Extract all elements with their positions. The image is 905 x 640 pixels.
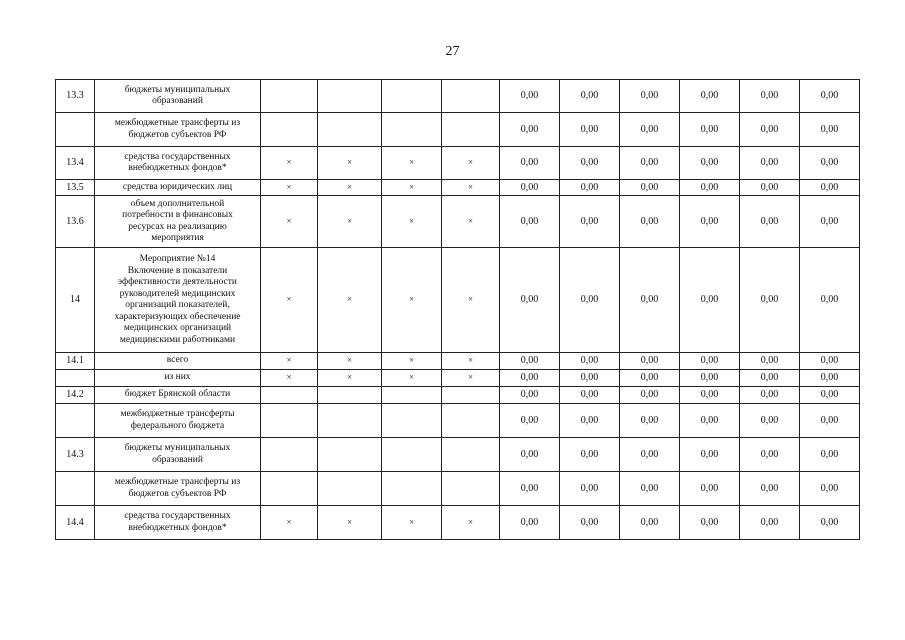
mark-cell: × xyxy=(318,506,382,540)
value-cell: 0,00 xyxy=(500,370,560,387)
mark-cell: × xyxy=(261,370,318,387)
mark-cell: × xyxy=(442,506,500,540)
mark-cell: × xyxy=(261,196,318,248)
mark-cell: × xyxy=(442,370,500,387)
mark-cell xyxy=(261,80,318,113)
row-name: бюджеты муниципальных образований xyxy=(95,438,261,472)
mark-cell: × xyxy=(261,248,318,353)
mark-cell xyxy=(442,472,500,506)
value-cell: 0,00 xyxy=(500,80,560,113)
row-number: 13.6 xyxy=(56,196,95,248)
value-cell: 0,00 xyxy=(740,438,800,472)
value-cell: 0,00 xyxy=(620,80,680,113)
row-number: 14.1 xyxy=(56,353,95,370)
row-name: средства государственных внебюджетных фондов* xyxy=(95,506,261,540)
value-cell: 0,00 xyxy=(800,196,860,248)
value-cell: 0,00 xyxy=(500,353,560,370)
value-cell: 0,00 xyxy=(500,196,560,248)
mark-cell xyxy=(382,438,442,472)
mark-cell: × xyxy=(318,353,382,370)
mark-cell: × xyxy=(382,506,442,540)
value-cell: 0,00 xyxy=(740,147,800,180)
mark-cell xyxy=(382,387,442,404)
value-cell: 0,00 xyxy=(620,404,680,438)
mark-cell: × xyxy=(318,196,382,248)
value-cell: 0,00 xyxy=(680,248,740,353)
mark-cell xyxy=(382,404,442,438)
mark-cell: × xyxy=(318,370,382,387)
value-cell: 0,00 xyxy=(620,370,680,387)
value-cell: 0,00 xyxy=(500,387,560,404)
value-cell: 0,00 xyxy=(680,147,740,180)
value-cell: 0,00 xyxy=(800,353,860,370)
mark-cell xyxy=(261,438,318,472)
row-name: бюджет Брянской области xyxy=(95,387,261,404)
mark-cell xyxy=(442,438,500,472)
row-name: Мероприятие №14 Включение в показатели эффективности деятельности руководителей медицинских организаций показателей, характеризующих обеспечение медицинских организаций медицинскими работниками xyxy=(95,248,261,353)
mark-cell xyxy=(442,80,500,113)
value-cell: 0,00 xyxy=(680,80,740,113)
value-cell: 0,00 xyxy=(740,353,800,370)
row-number: 14.2 xyxy=(56,387,95,404)
value-cell: 0,00 xyxy=(800,506,860,540)
value-cell: 0,00 xyxy=(620,387,680,404)
value-cell: 0,00 xyxy=(560,196,620,248)
mark-cell: × xyxy=(382,248,442,353)
mark-cell xyxy=(318,113,382,147)
value-cell: 0,00 xyxy=(500,438,560,472)
value-cell: 0,00 xyxy=(560,387,620,404)
row-number xyxy=(56,472,95,506)
row-number: 13.3 xyxy=(56,80,95,113)
value-cell: 0,00 xyxy=(800,80,860,113)
value-cell: 0,00 xyxy=(500,472,560,506)
value-cell: 0,00 xyxy=(740,196,800,248)
row-name: бюджеты муниципальных образований xyxy=(95,80,261,113)
value-cell: 0,00 xyxy=(800,404,860,438)
mark-cell: × xyxy=(442,147,500,180)
mark-cell: × xyxy=(382,196,442,248)
value-cell: 0,00 xyxy=(560,113,620,147)
value-cell: 0,00 xyxy=(680,387,740,404)
value-cell: 0,00 xyxy=(620,353,680,370)
mark-cell: × xyxy=(382,353,442,370)
mark-cell: × xyxy=(442,196,500,248)
row-number: 14 xyxy=(56,248,95,353)
table-row xyxy=(56,196,860,248)
value-cell: 0,00 xyxy=(620,248,680,353)
value-cell: 0,00 xyxy=(680,472,740,506)
row-name: из них xyxy=(95,370,261,387)
table-row xyxy=(56,248,860,353)
mark-cell xyxy=(318,387,382,404)
value-cell: 0,00 xyxy=(560,353,620,370)
mark-cell: × xyxy=(318,248,382,353)
row-name: межбюджетные трансферты из бюджетов субъектов РФ xyxy=(95,472,261,506)
value-cell: 0,00 xyxy=(740,80,800,113)
value-cell: 0,00 xyxy=(680,353,740,370)
mark-cell: × xyxy=(382,180,442,196)
mark-cell xyxy=(318,80,382,113)
value-cell: 0,00 xyxy=(560,370,620,387)
mark-cell xyxy=(382,472,442,506)
value-cell: 0,00 xyxy=(560,80,620,113)
row-number: 13.5 xyxy=(56,180,95,196)
mark-cell: × xyxy=(318,147,382,180)
row-name: объем дополнительной потребности в финансовых ресурсах на реализацию мероприятия xyxy=(95,196,261,248)
row-name: всего xyxy=(95,353,261,370)
value-cell: 0,00 xyxy=(560,438,620,472)
mark-cell xyxy=(382,113,442,147)
mark-cell xyxy=(261,113,318,147)
value-cell: 0,00 xyxy=(740,404,800,438)
mark-cell: × xyxy=(261,353,318,370)
mark-cell: × xyxy=(442,180,500,196)
value-cell: 0,00 xyxy=(800,180,860,196)
mark-cell xyxy=(261,387,318,404)
table-row xyxy=(56,370,860,387)
value-cell: 0,00 xyxy=(740,506,800,540)
budget-table xyxy=(55,79,860,540)
row-name: межбюджетные трансферты из бюджетов субъектов РФ xyxy=(95,113,261,147)
value-cell: 0,00 xyxy=(620,472,680,506)
mark-cell xyxy=(318,472,382,506)
value-cell: 0,00 xyxy=(740,113,800,147)
table-row xyxy=(56,180,860,196)
value-cell: 0,00 xyxy=(500,506,560,540)
row-name: средства юридических лиц xyxy=(95,180,261,196)
value-cell: 0,00 xyxy=(620,147,680,180)
value-cell: 0,00 xyxy=(800,248,860,353)
mark-cell: × xyxy=(318,180,382,196)
table-row xyxy=(56,353,860,370)
row-name: межбюджетные трансферты федерального бюджета xyxy=(95,404,261,438)
value-cell: 0,00 xyxy=(560,147,620,180)
value-cell: 0,00 xyxy=(680,180,740,196)
mark-cell xyxy=(442,113,500,147)
mark-cell xyxy=(382,80,442,113)
value-cell: 0,00 xyxy=(680,370,740,387)
value-cell: 0,00 xyxy=(740,180,800,196)
value-cell: 0,00 xyxy=(620,506,680,540)
table-row xyxy=(56,113,860,147)
value-cell: 0,00 xyxy=(680,506,740,540)
table-row xyxy=(56,438,860,472)
value-cell: 0,00 xyxy=(500,147,560,180)
value-cell: 0,00 xyxy=(560,506,620,540)
row-name: средства государственных внебюджетных фондов* xyxy=(95,147,261,180)
page-number: 27 xyxy=(445,44,460,59)
value-cell: 0,00 xyxy=(740,370,800,387)
value-cell: 0,00 xyxy=(500,180,560,196)
value-cell: 0,00 xyxy=(740,472,800,506)
value-cell: 0,00 xyxy=(800,387,860,404)
mark-cell: × xyxy=(442,353,500,370)
mark-cell xyxy=(442,387,500,404)
mark-cell xyxy=(261,472,318,506)
value-cell: 0,00 xyxy=(560,472,620,506)
table-row xyxy=(56,387,860,404)
table-row xyxy=(56,404,860,438)
row-number xyxy=(56,404,95,438)
value-cell: 0,00 xyxy=(560,180,620,196)
value-cell: 0,00 xyxy=(680,196,740,248)
value-cell: 0,00 xyxy=(560,404,620,438)
value-cell: 0,00 xyxy=(620,438,680,472)
table-row xyxy=(56,80,860,113)
value-cell: 0,00 xyxy=(800,113,860,147)
value-cell: 0,00 xyxy=(500,404,560,438)
value-cell: 0,00 xyxy=(620,196,680,248)
mark-cell: × xyxy=(442,248,500,353)
row-number: 14.4 xyxy=(56,506,95,540)
table-row xyxy=(56,147,860,180)
value-cell: 0,00 xyxy=(740,387,800,404)
mark-cell: × xyxy=(261,180,318,196)
row-number: 14.3 xyxy=(56,438,95,472)
table-row xyxy=(56,506,860,540)
value-cell: 0,00 xyxy=(620,180,680,196)
row-number: 13.4 xyxy=(56,147,95,180)
value-cell: 0,00 xyxy=(800,438,860,472)
mark-cell: × xyxy=(382,370,442,387)
table-row xyxy=(56,472,860,506)
value-cell: 0,00 xyxy=(740,248,800,353)
mark-cell xyxy=(442,404,500,438)
value-cell: 0,00 xyxy=(500,248,560,353)
value-cell: 0,00 xyxy=(680,113,740,147)
value-cell: 0,00 xyxy=(560,248,620,353)
mark-cell xyxy=(261,404,318,438)
mark-cell: × xyxy=(382,147,442,180)
mark-cell: × xyxy=(261,506,318,540)
value-cell: 0,00 xyxy=(680,438,740,472)
value-cell: 0,00 xyxy=(680,404,740,438)
mark-cell xyxy=(318,404,382,438)
table-body xyxy=(56,80,860,540)
mark-cell: × xyxy=(261,147,318,180)
row-number xyxy=(56,113,95,147)
value-cell: 0,00 xyxy=(800,472,860,506)
value-cell: 0,00 xyxy=(800,147,860,180)
row-number xyxy=(56,370,95,387)
value-cell: 0,00 xyxy=(800,370,860,387)
value-cell: 0,00 xyxy=(500,113,560,147)
mark-cell xyxy=(318,438,382,472)
value-cell: 0,00 xyxy=(620,113,680,147)
